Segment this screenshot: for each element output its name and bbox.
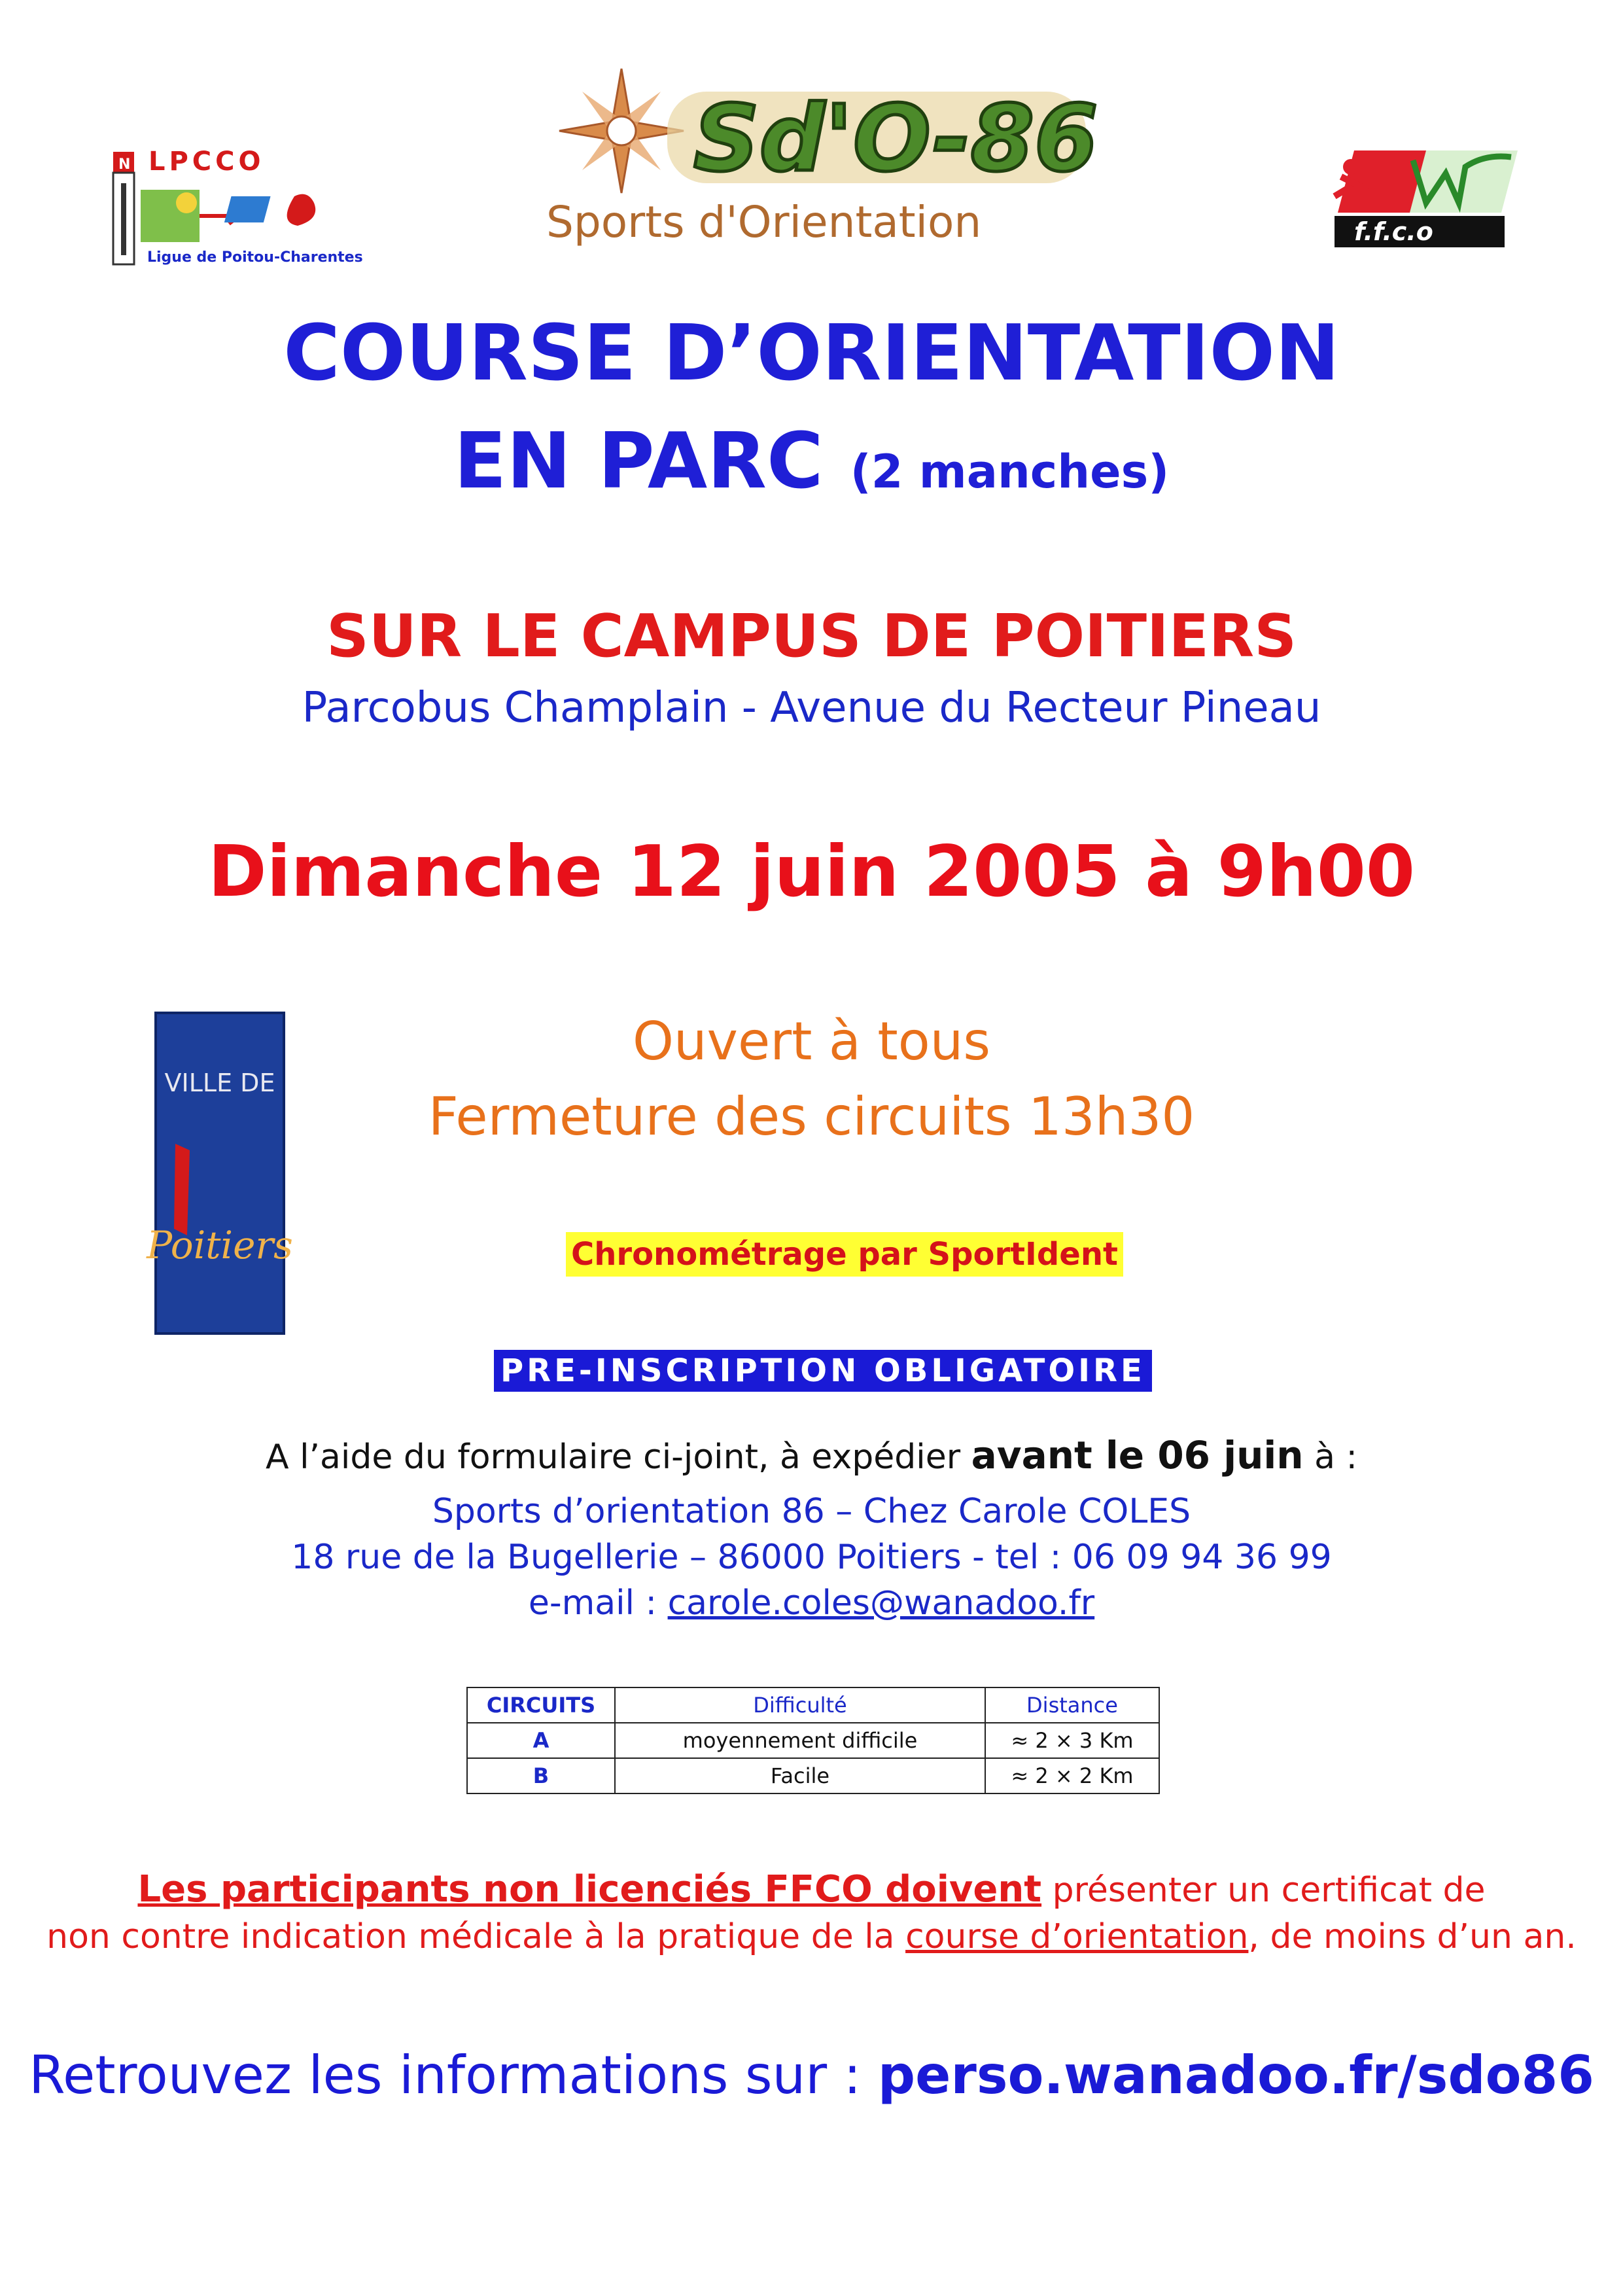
table-header-row	[467, 1687, 1159, 1723]
contact-line-2: 18 rue de la Bugellerie – 86000 Poitiers - tel : 06 09 94 36 99	[291, 1538, 1332, 1577]
svg-text:Sd'O-86: Sd'O-86	[693, 86, 1098, 192]
lpcco-caption: Ligue de Poitou-Charentes	[147, 249, 363, 266]
ffco-caption: f.f.c.o	[1354, 217, 1433, 246]
event-date: Dimanche 12 juin 2005 à 9h00	[207, 831, 1416, 913]
table-header: Difficulté	[615, 1687, 985, 1723]
table-row	[467, 1723, 1159, 1758]
table-cell: ≈ 2 × 3 Km	[985, 1723, 1159, 1758]
preregistration-badge: PRE-INSCRIPTION OBLIGATOIRE	[494, 1350, 1152, 1392]
circuits-table	[466, 1687, 1160, 1794]
location-address: Parcobus Champlain - Avenue du Recteur Pineau	[302, 684, 1321, 732]
notice-line-2-link: course d’orientation	[905, 1917, 1249, 1956]
ffco-logo	[1315, 141, 1524, 252]
instructions-deadline: avant le 06 juin	[971, 1433, 1304, 1477]
instructions	[0, 1433, 1623, 1477]
open-to-all: Ouvert à tous	[632, 1011, 991, 1072]
lpcco-logo	[108, 144, 363, 268]
notice-line-2-after: , de moins d’un an.	[1248, 1917, 1577, 1956]
table-cell: A	[467, 1723, 615, 1758]
notice-rest: présenter un certificat de	[1041, 1871, 1486, 1910]
svg-text:LPCCO: LPCCO	[148, 147, 265, 177]
website-label: Retrouvez les informations sur :	[29, 2045, 878, 2106]
notice-strong: Les participants non licenciés FFCO doivent	[137, 1868, 1042, 1911]
contact-email-line	[0, 1583, 1623, 1623]
sdo86-caption: Sports d'Orientation	[546, 197, 982, 247]
ville-caption-2: Poitiers	[147, 1223, 293, 1267]
title-line-1: COURSE D’ORIENTATION	[283, 308, 1340, 398]
notice-line-2-before: non contre indication médicale à la pratique de la	[46, 1917, 906, 1956]
email-link[interactable]: carole.coles@wanadoo.fr	[667, 1583, 1095, 1623]
ville-caption-1: VILLE DE	[164, 1069, 275, 1097]
svg-text:N: N	[118, 156, 131, 173]
compass-rose-icon	[559, 69, 684, 193]
notice-line-1	[0, 1868, 1623, 1911]
timing-badge: Chronométrage par SportIdent	[566, 1232, 1123, 1277]
table-cell: Facile	[615, 1758, 985, 1793]
campus-heading: SUR LE CAMPUS DE POITIERS	[326, 602, 1297, 671]
table-cell: B	[467, 1758, 615, 1793]
notice-line-2	[0, 1917, 1623, 1956]
table-header: CIRCUITS	[467, 1687, 615, 1723]
website-url[interactable]: perso.wanadoo.fr/sdo86	[877, 2045, 1594, 2106]
sdo86-logo	[497, 65, 1125, 249]
title-line-2-main: EN PARC	[453, 415, 824, 506]
closing-time: Fermeture des circuits 13h30	[428, 1086, 1195, 1147]
contact-line-1: Sports d’orientation 86 – Chez Carole COLES	[432, 1492, 1191, 1531]
table-cell: moyennement difficile	[615, 1723, 985, 1758]
title-line-2	[0, 415, 1623, 506]
website-line	[0, 2045, 1623, 2106]
title-line-2-small: (2 manches)	[850, 445, 1170, 499]
instructions-after: à :	[1303, 1438, 1358, 1477]
email-label: e-mail :	[528, 1583, 668, 1623]
table-header: Distance	[985, 1687, 1159, 1723]
table-row	[467, 1758, 1159, 1793]
instructions-before: A l’aide du formulaire ci-joint, à expédier	[265, 1438, 971, 1477]
table-cell: ≈ 2 × 2 Km	[985, 1758, 1159, 1793]
